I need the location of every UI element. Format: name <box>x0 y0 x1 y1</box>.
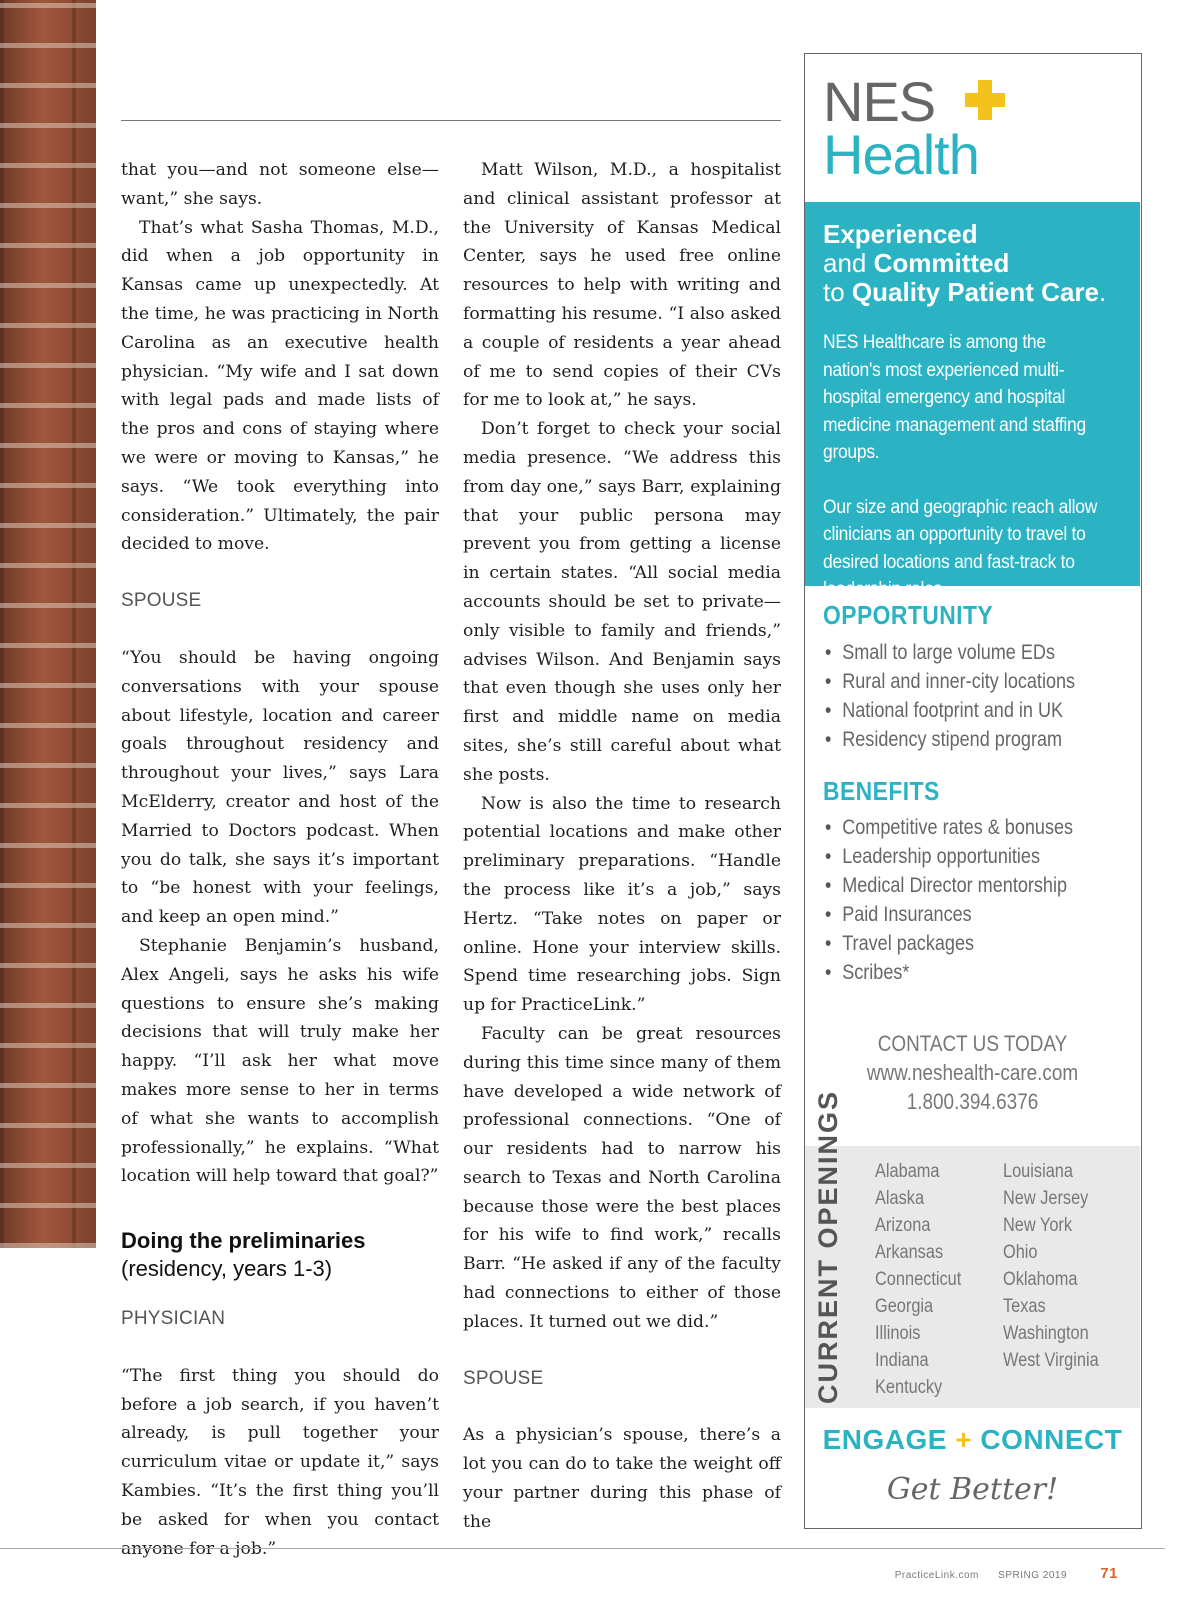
opportunity-item: • National footprint and in UK <box>825 696 1075 725</box>
state-item: Washington <box>1003 1323 1089 1344</box>
paragraph: Don’t forget to check your social media presence. “We address this from day one,” says Barr, explaining that your public persona may prevent you from getting a license in certain states. “All social media accounts should be set to private—only visible to family and friends,” advises Wilson. And Benjamin says that even though she uses only her first and middle name on media sites, she’s still careful about what she posts. <box>463 419 781 785</box>
ad-body-paragraph: NES Healthcare is among the nation's most experienced multi-hospital emergency and hospital medicine management and staffing groups. <box>823 332 1086 463</box>
benefit-item: • Leadership opportunities <box>825 842 1073 871</box>
connect-text: CONNECT <box>980 1424 1123 1455</box>
contact-url[interactable]: www.neshealth-care.com <box>866 1060 1079 1085</box>
contact-label: CONTACT US TODAY <box>877 1031 1068 1056</box>
paragraph: Matt Wilson, M.D., a hospitalist and clinical assistant professor at the University of Kansas Medical Center, says he used free online resources to help with writing and formatting his resume. “I also asked a couple of residents a year ahead of me to send copies of their CVs for me to look at,” he says. <box>463 160 781 411</box>
article-column-2 <box>463 156 781 1537</box>
plus-icon <box>965 80 1005 120</box>
nes-health-logo <box>823 70 979 186</box>
nes-health-advertisement <box>804 53 1142 1529</box>
state-item: Louisiana <box>1003 1161 1073 1182</box>
headline-line-1: Experienced <box>823 219 978 249</box>
state-item: Texas <box>1003 1296 1046 1317</box>
state-item: Georgia <box>875 1296 934 1317</box>
opportunity-item: • Residency stipend program <box>825 725 1075 754</box>
paragraph: “You should be having ongoing conversations with your spouse about lifestyle, location and career goals throughout residency and throughout your lives,” says Lara McElderry, creator and host of the Married to Doctors podcast. When you do talk, she says it’s important to “be honest with your feelings, and keep an open mind.” <box>121 647 439 928</box>
states-column-2 <box>1003 1158 1114 1374</box>
state-item: Arizona <box>875 1215 931 1236</box>
state-item: New Jersey <box>1003 1188 1089 1209</box>
plus-sign: + <box>955 1424 973 1455</box>
headline-line-2-prefix: and <box>823 248 874 278</box>
paragraph: Faculty can be great resources during this time since many of them have developed a wide network of professional connections. “One of our residents had to narrow his search to Texas and North Carolina because those were the best places for his wife to find work,” recalls Barr. “He asked if any of the faculty had connections to either of those places. It turned out we did.” <box>463 1023 781 1332</box>
paragraph: As a physician’s spouse, there’s a lot you can do to take the weight off your partner during this phase of the <box>463 1425 781 1532</box>
opportunity-list <box>825 638 1116 754</box>
benefit-item: • Competitive rates & bonuses <box>825 813 1073 842</box>
state-item: New York <box>1003 1215 1073 1236</box>
benefit-item: • Scribes* <box>825 958 1073 987</box>
benefit-item: • Travel packages <box>825 929 1073 958</box>
opportunity-item: • Rural and inner-city locations <box>825 667 1075 696</box>
tagline: Get Better! <box>886 1472 1059 1507</box>
section-subtitle: (residency, years 1-3) <box>121 1256 333 1282</box>
ad-body <box>823 329 1104 631</box>
engage-text: ENGAGE <box>822 1424 947 1455</box>
contact-phone: 1.800.394.6376 <box>906 1089 1039 1114</box>
headline-line-2: Committed <box>873 248 1010 278</box>
paragraph: That’s what Sasha Thomas, M.D., did when a job opportunity in Kansas came up unexpectedly. At the time, he was practicing in North Carolina as an executive health physician. “My wife and I sat down with legal pads and made lists of the pros and cons of staying where we were or moving to Kansas,” he says. “We took everything into consideration.” Ultimately, the pair decided to move. <box>121 217 439 555</box>
article-column-1 <box>121 156 439 1563</box>
opportunity-item: • Small to large volume EDs <box>825 638 1075 667</box>
headline-line-3: Quality Patient Care <box>851 277 1099 307</box>
benefits-list <box>825 813 1113 987</box>
subhead-spouse: SPOUSE <box>463 1367 544 1389</box>
logo-health: Health <box>823 123 979 186</box>
state-item: Illinois <box>875 1323 921 1344</box>
subhead-physician: PHYSICIAN <box>121 1308 226 1330</box>
headline-period: . <box>1099 277 1107 307</box>
benefit-item: • Paid Insurances <box>825 900 1073 929</box>
state-item: Indiana <box>875 1350 929 1371</box>
benefit-item: • Medical Director mentorship <box>825 871 1073 900</box>
logo-nes: NES <box>823 70 936 133</box>
section-title: Doing the preliminaries <box>121 1228 366 1254</box>
ad-headline <box>823 220 1106 307</box>
top-rule <box>121 120 781 121</box>
state-item: Alaska <box>875 1188 925 1209</box>
ad-body-paragraph: Our size and geographic reach allow clinicians an opportunity to travel to desired locations and fast-track to leadership roles. <box>823 496 1098 600</box>
footer-site: PracticeLink.com <box>894 1570 979 1581</box>
state-item: Kentucky <box>875 1377 943 1398</box>
state-item: Ohio <box>1003 1242 1038 1263</box>
engage-connect <box>805 1424 1140 1456</box>
page-footer <box>879 1565 1118 1582</box>
state-item: Oklahoma <box>1003 1269 1078 1290</box>
states-column-1 <box>875 1158 975 1401</box>
footer-issue: SPRING 2019 <box>998 1570 1068 1581</box>
paragraph: “The first thing you should do before a job search, if you haven’t already, is pull together your curriculum vitae or update it,” says Kambies. “It’s the first thing you’ll be asked for when you contact anyone for a job.” <box>121 1365 439 1559</box>
headline-line-3-prefix: to <box>823 277 852 307</box>
footer-rule <box>0 1548 1165 1549</box>
opportunity-heading: OPPORTUNITY <box>823 600 994 630</box>
state-item: Arkansas <box>875 1242 944 1263</box>
current-openings-title: CURRENT OPENINGS <box>813 1089 843 1404</box>
brick-wall-image <box>0 0 96 1248</box>
subhead-spouse: SPOUSE <box>121 590 202 612</box>
page-number: 71 <box>1100 1565 1118 1582</box>
paragraph: Now is also the time to research potential locations and make other preliminary preparations. “Handle the process like it’s a job,” says Hertz. “Take notes on paper or online. Hone your interview skills. Spend time researching jobs. Sign up for PracticeLink.” <box>463 793 781 1016</box>
benefits-heading: BENEFITS <box>823 776 940 806</box>
contact-block <box>805 1029 1140 1116</box>
state-item: West Virginia <box>1003 1350 1099 1371</box>
state-item: Alabama <box>875 1161 940 1182</box>
teal-panel <box>805 202 1140 600</box>
state-item: Connecticut <box>875 1269 962 1290</box>
paragraph: Stephanie Benjamin’s husband, Alex Angeli, says he asks his wife questions to ensure she’s making decisions that will truly make her happy. “I’ll ask her what move makes more sense to her in terms of what she wants to accomplish professionally,” he explains. “What location will help toward that goal?” <box>121 935 439 1187</box>
paragraph: that you—and not someone else—want,” she says. <box>121 160 439 209</box>
